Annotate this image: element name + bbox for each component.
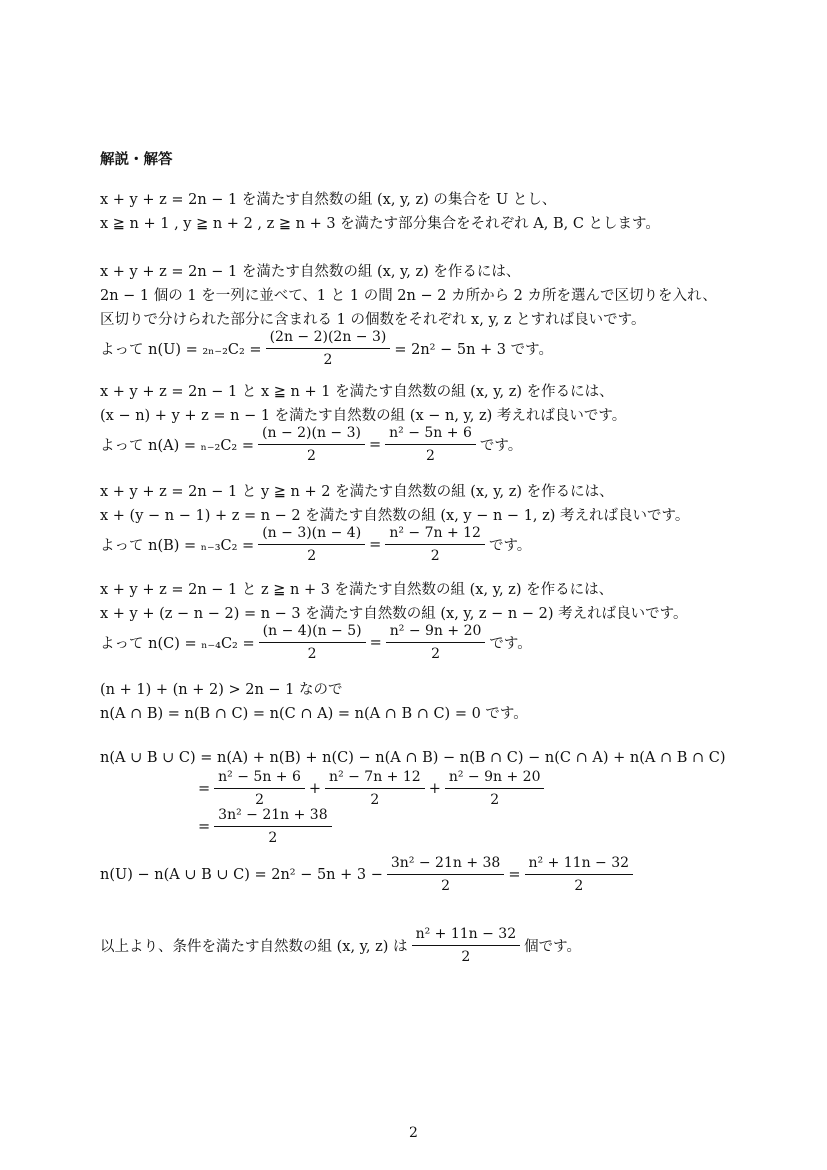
- b-eq-suffix: です。: [488, 538, 532, 554]
- a-line-1: x + y + z = 2n − 1 と x ≧ n + 1 を満たす自然数の組 (x, y, z) を作るには、: [100, 384, 614, 400]
- complement-f1-den: 2: [441, 878, 451, 894]
- intro-line-2: x ≧ n + 1 , y ≧ n + 2 , z ≧ n + 3 を満たす部分集合をそれぞれ A, B, C とします。: [100, 216, 660, 232]
- union-fraction-1: [214, 768, 305, 809]
- union-line-1: n(A ∪ B ∪ C) = n(A) + n(B) + n(C) − n(A ∩ B) − n(B ∩ C) − n(C ∩ A) + n(A ∩ B ∩ C): [100, 750, 726, 766]
- c-fraction-2: [386, 622, 486, 663]
- conclusion: [100, 925, 581, 966]
- union-f3-den: 2: [490, 792, 500, 808]
- a-eq-suffix: です。: [479, 438, 523, 454]
- a-eq-mid: =: [368, 436, 382, 453]
- c-line-1: x + y + z = 2n − 1 と z ≧ n + 3 を満たす自然数の組 (x, y, z) を作るには、: [100, 582, 614, 598]
- b-eq-mid: =: [369, 536, 382, 553]
- b-fraction-1: [258, 524, 365, 565]
- union-plus-1: +: [308, 780, 322, 797]
- page-number: 2: [409, 1125, 418, 1141]
- union-fraction-4: [214, 806, 331, 847]
- union-f1-den: 2: [255, 792, 264, 808]
- union-f4-den: 2: [268, 830, 278, 846]
- b-equation: [100, 524, 531, 565]
- union-fraction-3: [445, 768, 545, 809]
- b-frac2-num: n² − 7n + 12: [385, 524, 485, 545]
- a-line-2: (x − n) + y + z = n − 1 を満たす自然数の組 (x − n, y, z) 考えれば良いです。: [100, 408, 627, 424]
- b-frac1-den: 2: [307, 548, 317, 564]
- complement-f2-num: n² + 11n − 32: [525, 854, 634, 875]
- b-line-2: x + (y − n − 1) + z = n − 2 を満たす自然数の組 (x, y − n − 1, z) 考えれば良いです。: [100, 508, 690, 524]
- u-eq-suffix: = 2n² − 5n + 3 です。: [394, 342, 553, 358]
- c-frac2-den: 2: [431, 646, 441, 662]
- conclusion-prefix: 以上より、条件を満たす自然数の組 (x, y, z) は: [100, 939, 408, 955]
- complement-f1-num: 3n² − 21n + 38: [387, 854, 504, 875]
- u-line-3: 区切りで分けられた部分に含まれる 1 の個数をそれぞれ x, y, z とすれば良いです。: [100, 312, 646, 328]
- u-line-2: 2n − 1 個の 1 を一列に並べて、1 と 1 の間 2n − 2 カ所から 2 カ所を選んで区切りを入れ、: [100, 288, 717, 304]
- union-f2-den: 2: [370, 792, 380, 808]
- complement-f2-den: 2: [574, 878, 584, 894]
- union-equation-3: [198, 806, 336, 847]
- union-f2-num: n² − 7n + 12: [325, 768, 425, 789]
- u-frac-den: 2: [323, 352, 333, 368]
- complement-prefix: n(U) − n(A ∪ B ∪ C) = 2n² − 5n + 3 −: [100, 866, 383, 883]
- b-fraction-2: [385, 524, 485, 565]
- c-eq-suffix: です。: [489, 636, 532, 652]
- b-eq-prefix: よって n(B) = ₙ₋₃C₂ =: [100, 538, 255, 554]
- a-frac2-num: n² − 5n + 6: [385, 424, 476, 445]
- a-fraction-2: [385, 424, 476, 465]
- conclusion-den: 2: [461, 949, 471, 965]
- intro-line-1: x + y + z = 2n − 1 を満たす自然数の組 (x, y, z) の集合を U とし、: [100, 192, 557, 208]
- union-equation-2: [198, 768, 548, 809]
- c-frac1-den: 2: [307, 646, 317, 662]
- c-eq-mid: =: [369, 634, 382, 651]
- intersect-line-1: (n + 1) + (n + 2) > 2n − 1 なので: [100, 682, 343, 698]
- conclusion-suffix: 個です。: [524, 939, 581, 955]
- union-eq2: =: [198, 818, 211, 835]
- section-title: 解説・解答: [100, 152, 173, 168]
- c-frac1-num: (n − 4)(n − 5): [259, 622, 366, 643]
- a-eq-prefix: よって n(A) = ₙ₋₂C₂ =: [100, 438, 255, 454]
- b-line-1: x + y + z = 2n − 1 と y ≧ n + 2 を満たす自然数の組 (x, y, z) を作るには、: [100, 484, 614, 500]
- c-line-2: x + y + (z − n − 2) = n − 3 を満たす自然数の組 (x, y, z − n − 2) 考えれば良いです。: [100, 606, 688, 622]
- complement-eq: =: [508, 866, 521, 883]
- a-equation: [100, 424, 522, 465]
- union-f3-num: n² − 9n + 20: [445, 768, 545, 789]
- b-frac1-num: (n − 3)(n − 4): [258, 524, 365, 545]
- c-eq-prefix: よって n(C) = ₙ₋₄C₂ =: [100, 636, 255, 652]
- a-fraction-1: [258, 424, 365, 465]
- intersect-line-2: n(A ∩ B) = n(B ∩ C) = n(C ∩ A) = n(A ∩ B ∩ C) = 0 です。: [100, 706, 528, 722]
- conclusion-fraction: [412, 925, 521, 966]
- c-frac2-num: n² − 9n + 20: [386, 622, 486, 643]
- union-f1-num: n² − 5n + 6: [214, 768, 305, 789]
- union-eq1: =: [198, 780, 211, 797]
- a-frac2-den: 2: [426, 448, 435, 464]
- u-frac-num: (2n − 2)(2n − 3): [266, 328, 391, 349]
- union-fraction-2: [325, 768, 425, 809]
- union-f4-num: 3n² − 21n + 38: [214, 806, 331, 827]
- u-equation: [100, 328, 553, 369]
- u-eq-prefix: よって n(U) = ₂ₙ₋₂C₂ =: [100, 342, 262, 358]
- c-fraction-1: [259, 622, 366, 663]
- u-fraction: [266, 328, 391, 369]
- c-equation: [100, 622, 532, 663]
- a-frac1-den: 2: [307, 448, 316, 464]
- complement-fraction-2: [525, 854, 634, 895]
- b-frac2-den: 2: [430, 548, 440, 564]
- union-plus-2: +: [428, 780, 441, 797]
- a-frac1-num: (n − 2)(n − 3): [258, 424, 365, 445]
- complement-equation: [100, 854, 637, 895]
- conclusion-num: n² + 11n − 32: [412, 925, 521, 946]
- complement-fraction-1: [387, 854, 504, 895]
- u-line-1: x + y + z = 2n − 1 を満たす自然数の組 (x, y, z) を作るには、: [100, 264, 521, 280]
